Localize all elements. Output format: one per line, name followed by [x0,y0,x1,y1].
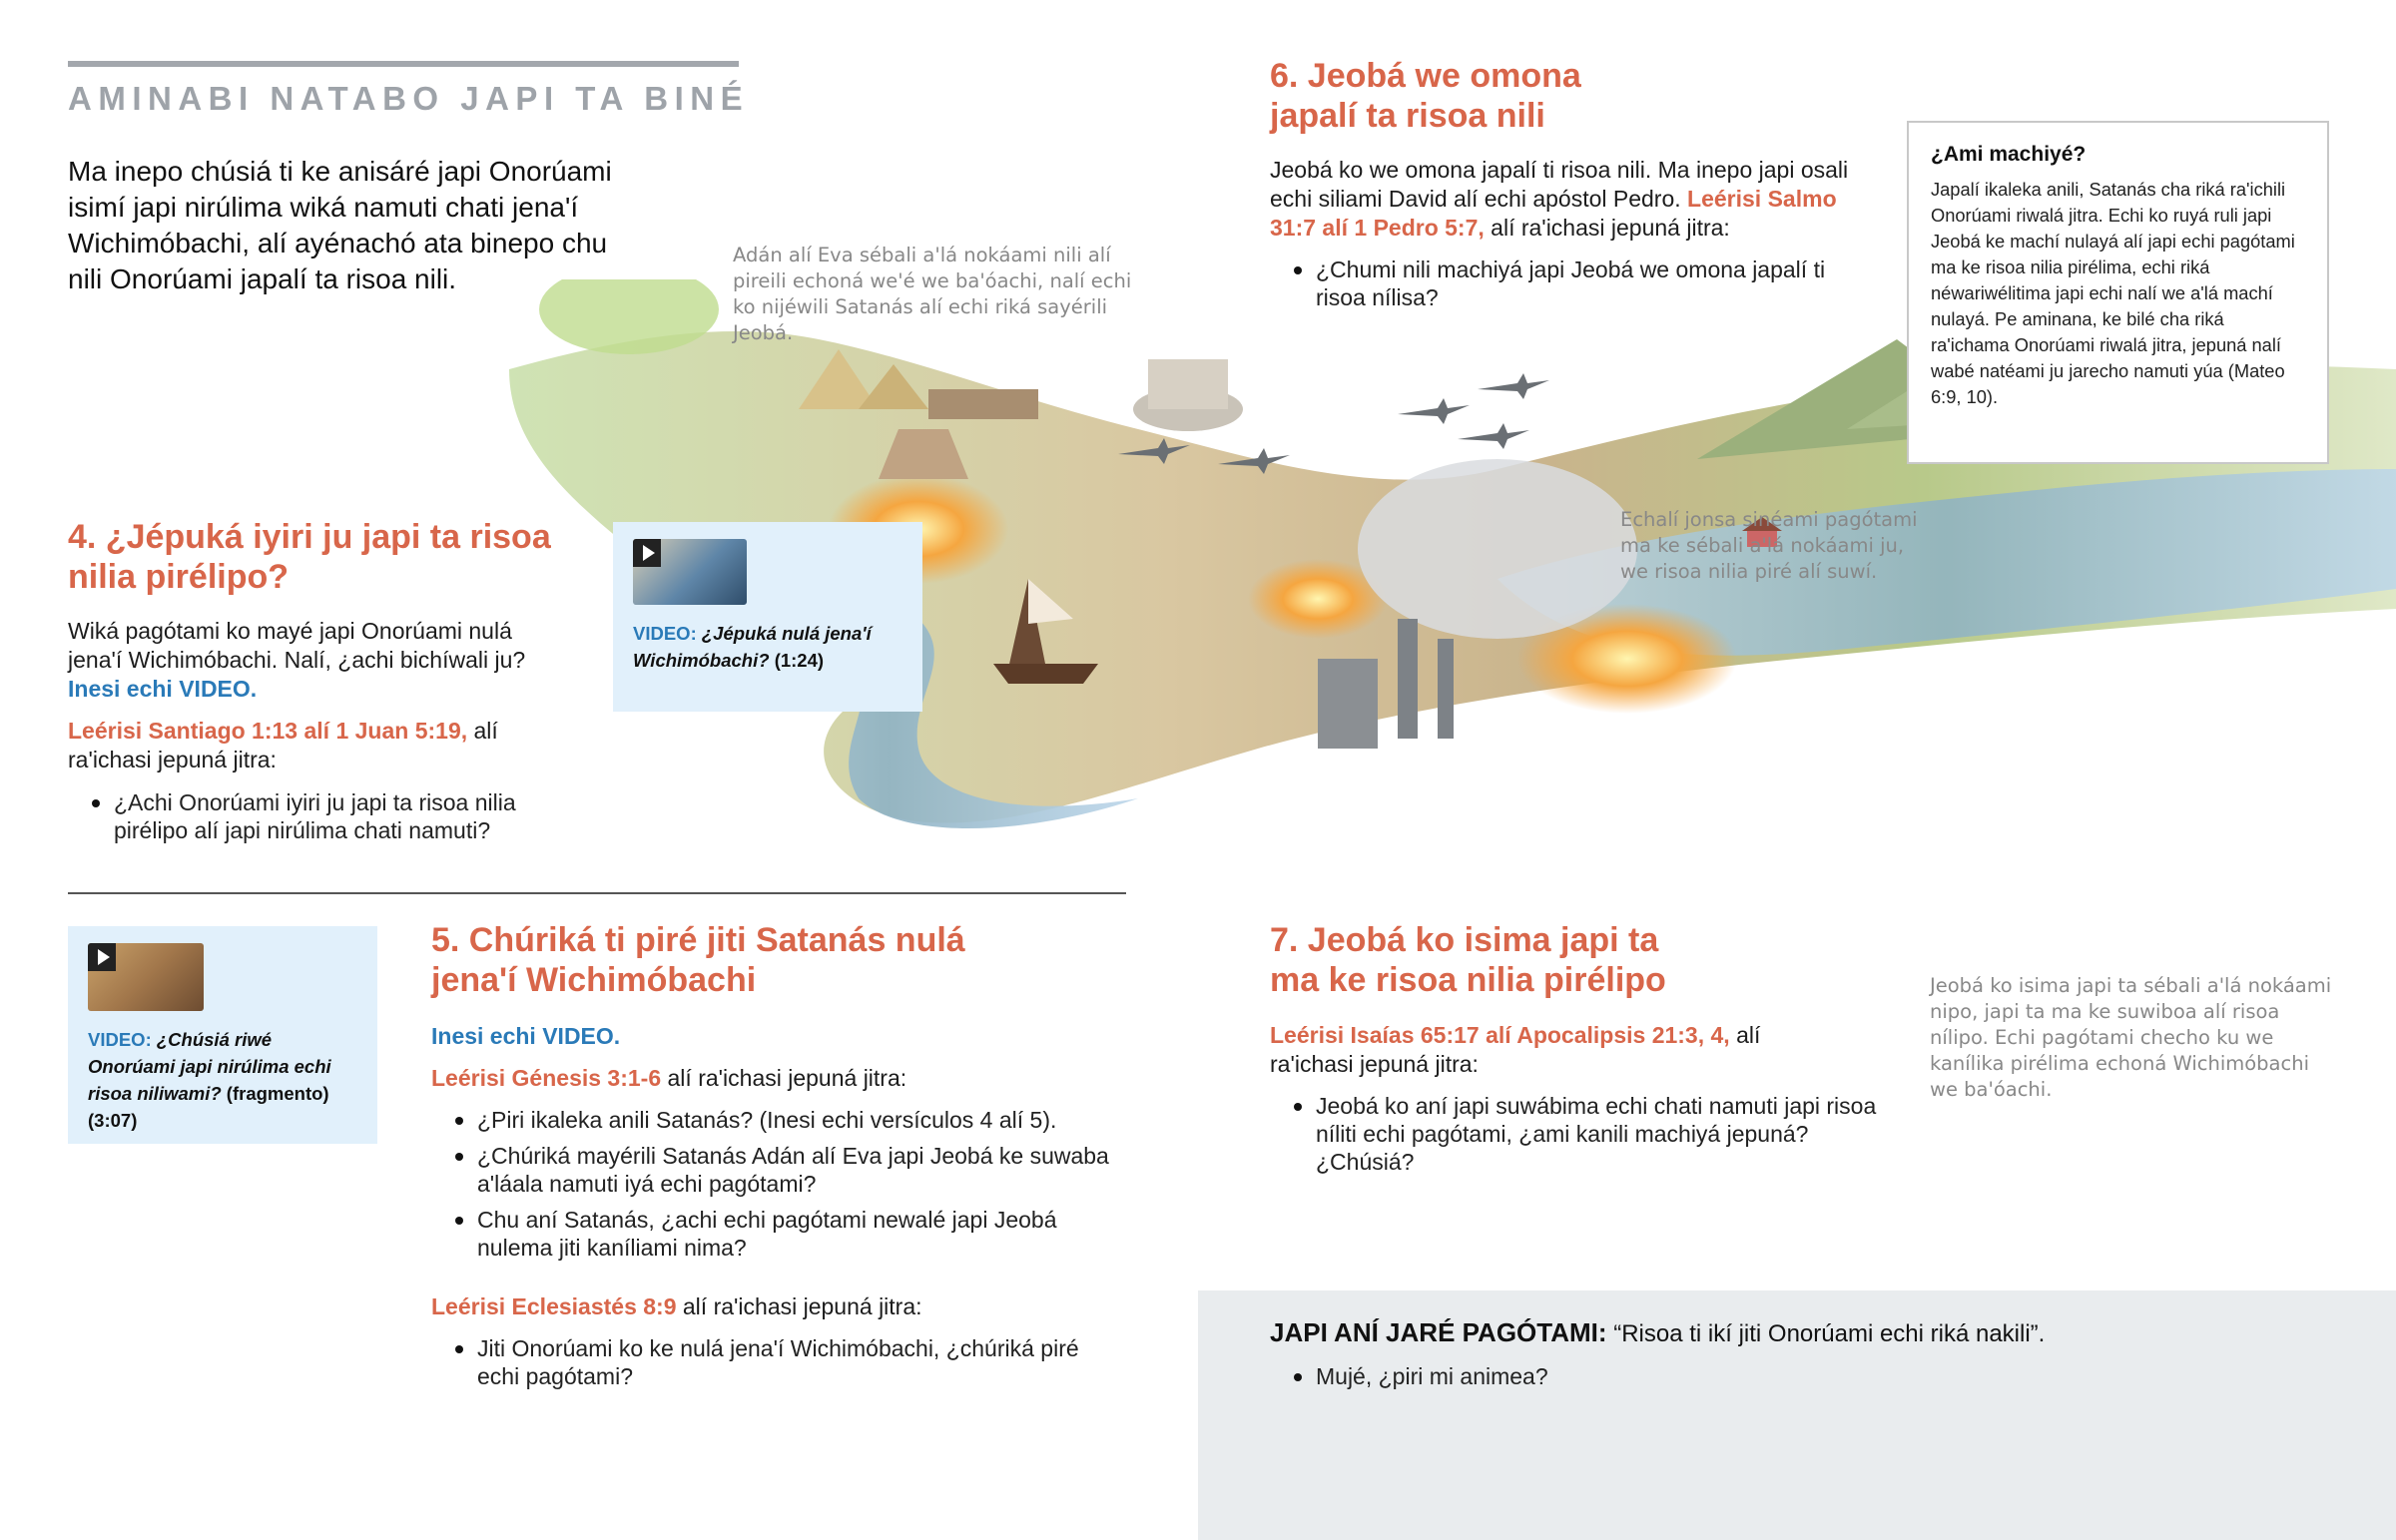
section-6-scripture-ref[interactable]: Leérisi Salmo 31:7 alí 1 Pedro 5:7, [1270,186,1837,241]
section-6-question: ¿Chumi nili machiyá japi Jeobá we omona japalí ti risoa nílisa? [1270,256,1869,311]
video-thumbnail[interactable] [633,539,747,605]
section-5-questions [431,1106,1120,1270]
section-5-scripture-ref-2[interactable]: Leérisi Eclesiastés 8:9 [431,1293,677,1319]
section-6-read-rest: alí ra'ichasi jepuná jitra: [1484,215,1730,241]
section-4-body: Wiká pagótami ko mayé japi Onorúami nulá jena'í Wichimóbachi. Nalí, ¿achi bichíwali ju? [68,618,526,673]
section-6-questions [1270,256,1869,319]
caption-paradise: Jeobá ko isima japi ta sébali a'lá nokáami nipo, japi ta ma ke suwiboa alí risoa nílipo. Echi pagótami checho ku we kanílika pirélima echoná Wichimóbachi we ba'óachi. [1930,974,2332,1101]
video-extra: (fragmento) (3:07) [88,1083,329,1131]
section-5-question: Jiti Onorúami ko ke nulá jena'í Wichimóbachi, ¿chúriká piré echi pagótami? [431,1334,1120,1390]
caption-eden: Adán alí Eva sébali a'lá nokáami nili alí pireili echoná we'é we ba'óachi, nalí echi ko nijéwili Satanás alí echi riká sayérili Jeobá. [733,244,1132,344]
section-4-read [68,717,587,774]
caption-war: Echalí jonsa sinéami pagótami ma ke sébali a'lá nokáami ju, we risoa nilia piré alí suwí. [1620,508,1918,583]
section-5-question: ¿Chúriká mayérili Satanás Adán alí Eva japi Jeobá ke suwaba a'láala namuti iyá echi pagótami? [431,1142,1120,1198]
section-5-read-2 [431,1292,1110,1321]
section-7-read [1270,1021,1849,1079]
section-5-read [431,1064,1110,1093]
did-you-know-title: ¿Ami machiyé? [1931,143,2087,166]
video-card-2[interactable] [68,926,377,1144]
section-5-question: ¿Piri ikaleka anili Satanás? (Inesi echi versículos 4 alí 5). [431,1106,1120,1134]
did-you-know-box [1907,121,2329,464]
objection-line [1270,1316,2368,1350]
video-caption [633,620,907,674]
section-4-heading: 4. ¿Jépuká iyiri ju japi ta risoa nilia pirélipo? [68,518,551,596]
video-label: VIDEO: [88,1029,152,1050]
section-7-read-rest: alí ra'ichasi jepuná jitra: [1270,1022,1761,1077]
section-5-read-rest-2: alí ra'ichasi jepuná jitra: [676,1293,922,1319]
objection-box [1198,1290,2396,1540]
section-6-text: Jeobá ko we omona japalí ti risoa nili. Ma inepo japi osali echi siliami David alí echi apóstol Pedro. [1270,157,1849,212]
video-thumbnail[interactable] [88,943,204,1011]
did-you-know-body: Japalí ikaleka anili, Satanás cha riká ra'ichili Onorúami riwalá jitra. Echi ko ruyá ruli japi Jeobá ke machí nulayá alí japi echi pagótami ma ke risoa nilia pirélima, echi riká néwariwélitima japi echi nalí we a'lá machí nulayá. Pe aminana, ke bilé cha riká ra'ichama Onorúami riwalá jitra, jepuná nalí wabé natéami ju jarecho namuti yúa (Mateo 6:9, 10). [1931,179,2295,407]
section-4-video-link[interactable]: Inesi echi VIDEO. [68,676,258,702]
section-4-questions [68,788,587,852]
play-icon[interactable] [88,943,116,971]
video-label: VIDEO: [633,623,697,644]
section-6-heading: 6. Jeobá we omona japalí ta risoa nili [1270,57,1581,135]
video-title: ¿Chúsiá riwé Onorúami japi nirúlima echi risoa niliwami? [88,1029,331,1104]
video-caption [88,1026,362,1134]
section-7-questions [1270,1092,1889,1184]
objection-questions [1270,1362,2069,1398]
section-5-scripture-ref[interactable]: Leérisi Génesis 3:1-6 [431,1065,662,1091]
intro-text: Ma inepo chúsiá ti ke anisáré japi Onorúami isimí japi nirúlima wiká namuti chati jena'í Wichimóbachi, alí ayénachó ata binepo chu nili Onorúami japalí ta risoa nili. [68,156,612,294]
video-duration: (1:24) [774,650,825,671]
section-6-body [1270,156,1859,243]
section-5-questions-2 [431,1334,1120,1398]
objection-label: JAPI ANÍ JARÉ PAGÓTAMI: [1270,1317,1607,1347]
video-card-1[interactable] [613,522,922,712]
section-7-question: Jeobá ko aní japi suwábima echi chati namuti japi risoa níliti echi pagótami, ¿ami kanili machiyá jepuná? ¿Chúsiá? [1270,1092,1889,1176]
section-5-heading: 5. Chúriká ti piré jiti Satanás nulá jena'í Wichimóbachi [431,921,965,999]
play-icon[interactable] [633,539,661,567]
section-5-read-rest: alí ra'ichasi jepuná jitra: [661,1065,907,1091]
video-title: ¿Jépuká nulá jena'í Wichimóbachi? [633,623,872,671]
section-4-question: ¿Achi Onorúami iyiri ju japi ta risoa nilia pirélipo alí japi nirúlima chati namuti? [68,788,587,844]
top-rule [68,61,739,67]
section-divider [68,892,1126,894]
objection-question: Mujé, ¿piri mi animea? [1270,1362,2069,1390]
section-4-scripture-ref[interactable]: Leérisi Santiago 1:13 alí 1 Juan 5:19, [68,718,468,744]
section-5-question: Chu aní Satanás, ¿achi echi pagótami newalé japi Jeobá nulema jiti kaníliami nima? [431,1206,1120,1262]
section-5-video-link[interactable]: Inesi echi VIDEO. [431,1023,621,1049]
lesson-kicker: AMINABI NATABO JAPI TA BINÉ [68,80,750,117]
section-7-scripture-ref[interactable]: Leérisi Isaías 65:17 alí Apocalipsis 21:3, 4, [1270,1022,1730,1048]
objection-quote: “Risoa ti ikí jiti Onorúami echi riká nakili”. [1606,1320,2046,1347]
section-7-heading: 7. Jeobá ko isima japi ta ma ke risoa nilia pirélipo [1270,921,1666,999]
section-4-read-rest: alí ra'ichasi jepuná jitra: [68,718,498,772]
